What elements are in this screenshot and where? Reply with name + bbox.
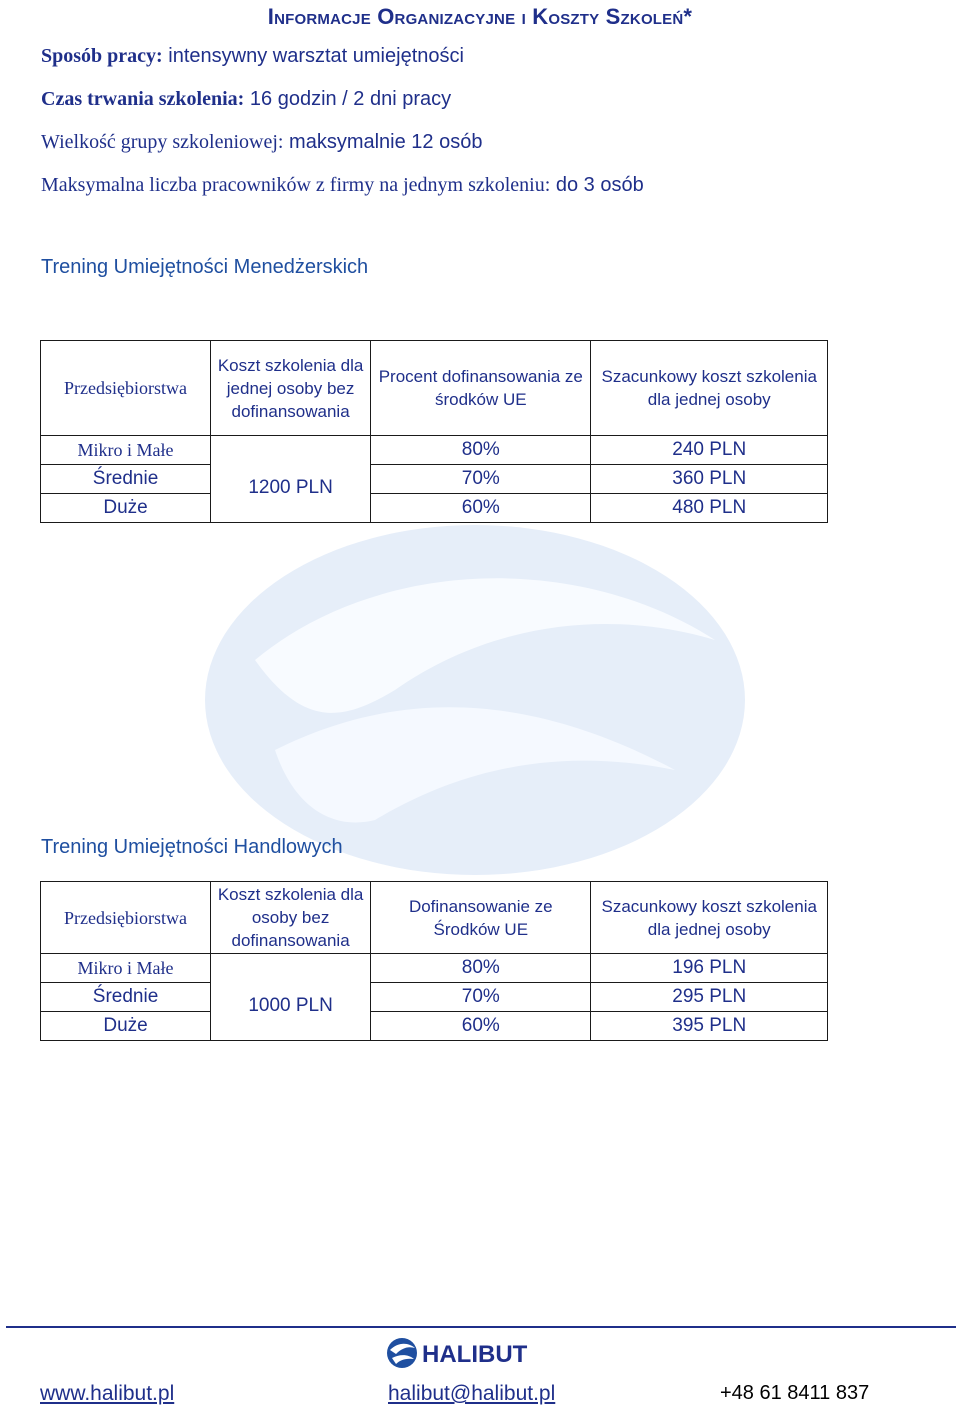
header-cell: Koszt szkolenia dla osoby bez dofinansowania [211,882,371,954]
info-group-size [41,131,482,154]
header-cell: Dofinansowanie ze Środków UE [371,882,591,954]
company-cell: Duże [41,1012,211,1041]
email-link[interactable]: halibut@halibut.pl [388,1382,556,1405]
info-duration [41,88,451,111]
cost-cell: 295 PLN [591,983,828,1012]
percent-cell: 70% [371,465,591,494]
header-cell: Przedsiębiorstwa [41,882,211,954]
info-label: Sposób pracy: [41,45,163,67]
halibut-logo-icon [386,1336,546,1370]
header-cell: Koszt szkolenia dla jednej osoby bez dofinansowania [211,341,371,436]
info-label: Maksymalna liczba pracowników z firmy na jednym szkoleniu: [41,174,551,196]
logo-text: HALIBUT [422,1341,528,1368]
info-value: 16 godzin / 2 dni pracy [249,88,452,110]
table-header-row [41,882,828,954]
table-row [41,494,828,523]
watermark-logo-icon [195,520,755,880]
cost-cell: 480 PLN [591,494,828,523]
phone-number: +48 61 8411 837 [720,1382,870,1404]
table-row [41,1012,828,1041]
percent-cell: 60% [371,494,591,523]
header-cell: Szacunkowy koszt szkolenia dla jednej osoby [591,341,828,436]
percent-cell: 70% [371,983,591,1012]
section-title-sales: Trening Umiejętności Handlowych [41,836,343,858]
info-value: maksymalnie 12 osób [289,131,483,153]
info-work-method [41,45,464,68]
cost-cell: 196 PLN [591,954,828,983]
info-value: do 3 osób [555,174,644,196]
website-link[interactable]: www.halibut.pl [40,1382,175,1405]
percent-cell: 60% [371,1012,591,1041]
info-label: Wielkość grupy szkoleniowej: [41,131,284,153]
cost-cell: 360 PLN [591,465,828,494]
table-row [41,436,828,465]
header-cell: Procent dofinansowania ze środków UE [371,341,591,436]
company-cell: Średnie [41,465,211,494]
footer-divider [6,1326,956,1328]
table-header-row [41,341,828,436]
section-title-management: Trening Umiejętności Menedżerskich [41,256,369,278]
cost-table-management [40,340,828,523]
percent-cell: 80% [371,954,591,983]
info-label: Czas trwania szkolenia: [41,88,245,110]
info-max-employees [41,174,644,197]
table-row [41,983,828,1012]
header-cell: Przedsiębiorstwa [41,341,211,436]
percent-cell: 80% [371,436,591,465]
company-cell: Średnie [41,983,211,1012]
company-cell: Mikro i Małe [41,954,211,983]
info-value: intensywny warsztat umiejętności [168,45,464,67]
table-row [41,465,828,494]
base-cost-cell: 1200 PLN [211,436,371,523]
cost-table-sales [40,881,828,1041]
base-cost-cell: 1000 PLN [211,954,371,1041]
company-cell: Duże [41,494,211,523]
cost-cell: 240 PLN [591,436,828,465]
cost-cell: 395 PLN [591,1012,828,1041]
page-title: Informacje Organizacyjne i Koszty Szkoleń* [267,4,693,29]
header-cell: Szacunkowy koszt szkolenia dla jednej osoby [591,882,828,954]
company-cell: Mikro i Małe [41,436,211,465]
table-row [41,954,828,983]
